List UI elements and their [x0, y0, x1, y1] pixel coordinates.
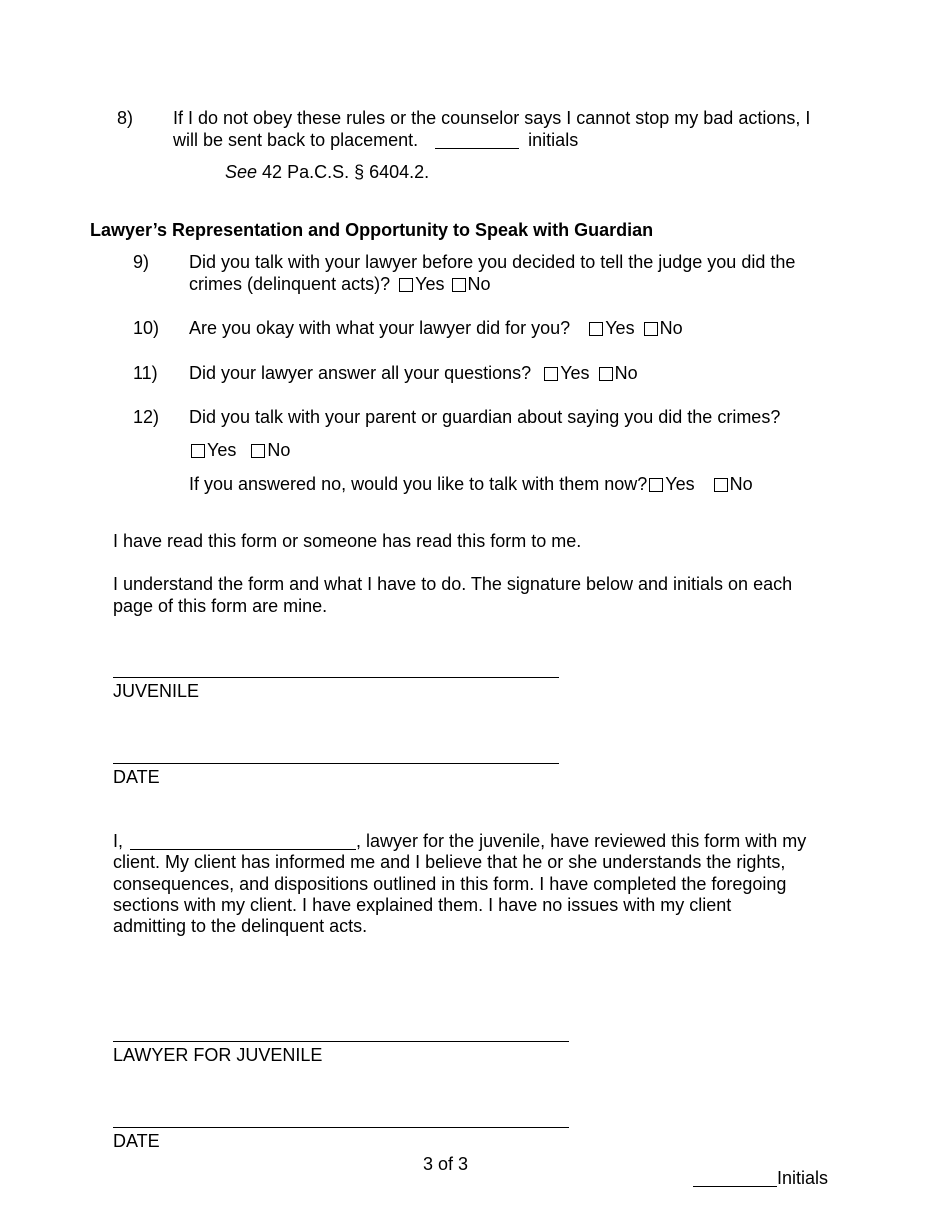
- footer-initials-blank[interactable]: [693, 1186, 777, 1187]
- item-8-line1: If I do not obey these rules or the counselor says I cannot stop my bad actions, I: [173, 108, 811, 128]
- lawyer-para-line1-rest: , lawyer for the juvenile, have reviewed this form with my: [356, 831, 807, 851]
- item-12-followup-no-label: No: [729, 474, 753, 494]
- item-8-initials-blank[interactable]: [435, 148, 519, 149]
- lawyer-date-label: DATE: [113, 1131, 160, 1151]
- item-10-no-checkbox[interactable]: [644, 322, 658, 336]
- juvenile-signature-line[interactable]: [113, 677, 559, 678]
- item-9-yes-label: Yes: [415, 274, 445, 294]
- item-11-yes-label: Yes: [560, 363, 590, 383]
- lawyer-para-line5: admitting to the delinquent acts.: [113, 916, 368, 936]
- statement-understand-line1: I understand the form and what I have to do. The signature below and initials on each: [113, 574, 793, 594]
- item-12-followup-yes-label: Yes: [665, 474, 695, 494]
- item-12-answer-row: [191, 439, 290, 461]
- section-heading: Lawyer’s Representation and Opportunity to Speak with Guardian: [90, 220, 654, 240]
- lawyer-para-line4: sections with my client. I have explained them. I have no issues with my client: [113, 895, 732, 915]
- item-9-line1: Did you talk with your lawyer before you decided to tell the judge you did the: [189, 252, 796, 272]
- item-12-followup-text: If you answered no, would you like to talk with them now?: [189, 474, 648, 494]
- lawyer-name-blank[interactable]: [130, 849, 356, 850]
- juvenile-signature-label: JUVENILE: [113, 681, 200, 701]
- lawyer-signature-label: LAWYER FOR JUVENILE: [113, 1045, 323, 1065]
- lawyer-para-line3: consequences, and dispositions outlined in this form. I have completed the foregoing: [113, 874, 787, 894]
- item-11-text: Did your lawyer answer all your questions?: [189, 363, 532, 383]
- item-9-line2: [189, 273, 491, 295]
- item-10-no-label: No: [659, 318, 683, 338]
- item-8-number: 8): [117, 108, 134, 128]
- item-12-followup-row: [189, 473, 753, 495]
- item-9-yes-checkbox[interactable]: [399, 278, 413, 292]
- footer-initials: [693, 1167, 828, 1189]
- juvenile-date-line[interactable]: [113, 763, 559, 764]
- item-11-no-checkbox[interactable]: [599, 367, 613, 381]
- item-11-yes-checkbox[interactable]: [544, 367, 558, 381]
- citation-see: See: [225, 162, 258, 182]
- item-12-followup-yes-checkbox[interactable]: [649, 478, 663, 492]
- item-10-line: [189, 317, 683, 339]
- item-10-number: 10): [133, 318, 160, 338]
- item-11-number: 11): [133, 363, 158, 383]
- item-12-no-checkbox[interactable]: [251, 444, 265, 458]
- footer-initials-label: Initials: [777, 1168, 829, 1188]
- item-9-no-checkbox[interactable]: [452, 278, 466, 292]
- item-9-line2-text: crimes (delinquent acts)?: [189, 274, 391, 294]
- item-12-no-label: No: [267, 440, 291, 460]
- juvenile-date-label: DATE: [113, 767, 160, 787]
- item-10-yes-checkbox[interactable]: [589, 322, 603, 336]
- page-number: 3 of 3: [423, 1154, 469, 1174]
- item-11-line: [189, 362, 638, 384]
- item-12-text: Did you talk with your parent or guardian about saying you did the crimes?: [189, 407, 781, 427]
- lawyer-date-line[interactable]: [113, 1127, 569, 1128]
- item-8-citation: [225, 161, 429, 183]
- item-10-text: Are you okay with what your lawyer did for you?: [189, 318, 571, 338]
- statement-read-form: I have read this form or someone has read this form to me.: [113, 531, 582, 551]
- item-11-no-label: No: [614, 363, 638, 383]
- lawyer-para-line2: client. My client has informed me and I believe that he or she understands the rights,: [113, 852, 786, 872]
- item-12-yes-checkbox[interactable]: [191, 444, 205, 458]
- item-12-number: 12): [133, 407, 160, 427]
- item-12-yes-label: Yes: [207, 440, 237, 460]
- item-8-line2-text: will be sent back to placement.: [173, 130, 419, 150]
- statement-understand-line2: page of this form are mine.: [113, 596, 328, 616]
- lawyer-para-prefix: I,: [113, 831, 124, 851]
- lawyer-para-line1: [113, 830, 806, 852]
- item-8-line2: [173, 129, 578, 151]
- item-8-initials-label: initials: [528, 130, 579, 150]
- item-9-number: 9): [133, 252, 150, 272]
- item-10-yes-label: Yes: [605, 318, 635, 338]
- item-9-no-label: No: [467, 274, 491, 294]
- item-12-followup-no-checkbox[interactable]: [714, 478, 728, 492]
- lawyer-signature-line[interactable]: [113, 1041, 569, 1042]
- citation-text: 42 Pa.C.S. § 6404.2.: [262, 162, 430, 182]
